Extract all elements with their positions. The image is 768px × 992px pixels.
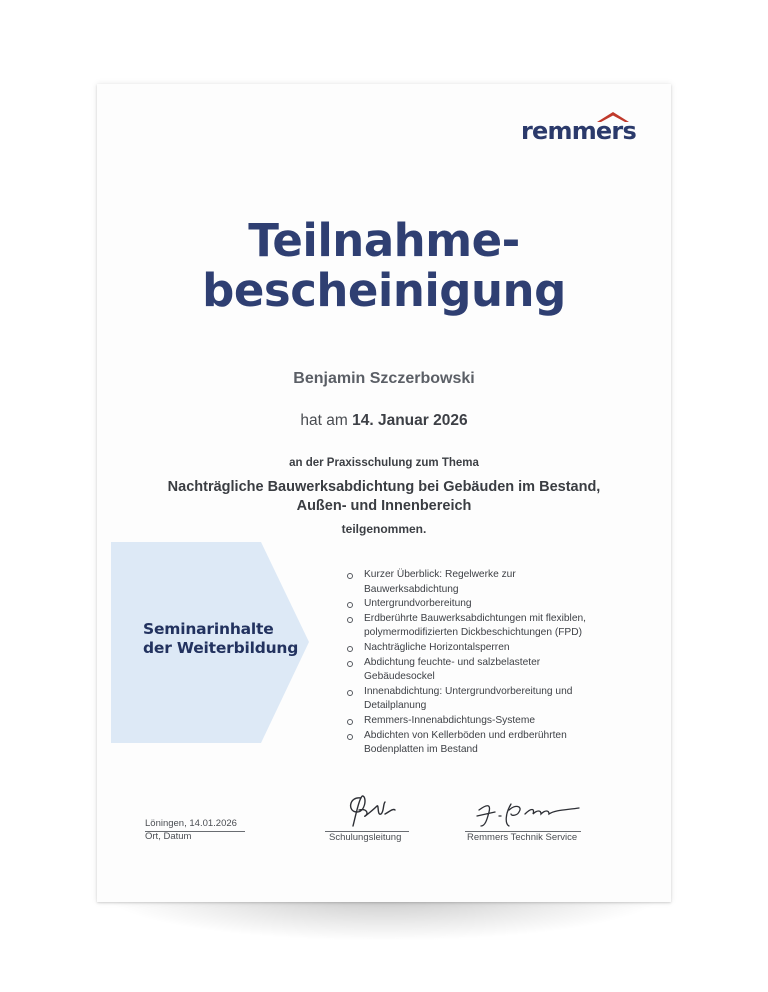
seminar-heading-line-2: der Weiterbildung — [143, 639, 299, 657]
seminar-heading-line-1: Seminarinhalte — [143, 620, 274, 638]
participant-name: Benjamin Szczerbowski — [293, 370, 475, 387]
list-item: Erdberührte Bauwerksabdichtungen mit flexiblen, polymermodifizierten Dickbeschichtungen (FPD) — [347, 612, 627, 641]
place-date-label: Ort, Datum — [145, 831, 192, 842]
seminar-contents-list — [347, 568, 627, 758]
topic-line-2: Außen- und Innenbereich — [296, 498, 472, 514]
topic-line-1: Nachträgliche Bauwerksabdichtung bei Gebäuden im Bestand, — [167, 479, 601, 495]
training-intro: an der Praxisschulung zum Thema — [289, 457, 479, 469]
list-item: Abdichten von Kellerböden und erdberührten Bodenplatten im Bestand — [347, 729, 627, 758]
attendance-date: 14. Januar 2026 — [352, 412, 468, 429]
attendance-date-line — [97, 412, 671, 430]
bullet-icon — [347, 646, 353, 652]
bullet-icon — [347, 617, 353, 623]
signature-label-technical-service: Remmers Technik Service — [467, 832, 578, 843]
remmers-logo — [521, 110, 635, 144]
logo-wordmark: remmers — [521, 117, 636, 145]
seminar-heading — [143, 620, 298, 658]
page-title — [97, 216, 671, 316]
training-topic — [97, 478, 671, 516]
list-item: Untergrundvorbereitung — [347, 597, 627, 612]
bullet-icon — [347, 734, 353, 740]
bullet-icon — [347, 719, 353, 725]
list-item: Innenabdichtung: Untergrundvorbereitung und Detailplanung — [347, 685, 627, 714]
place-date: Löningen, 14.01.2026 — [145, 818, 237, 829]
place-date-block — [145, 814, 257, 844]
bullet-icon — [347, 690, 353, 696]
closing-text: teilgenommen. — [341, 522, 427, 536]
bullet-icon — [347, 602, 353, 608]
certificate-page — [97, 84, 671, 902]
attendance-prefix: hat am — [300, 412, 348, 429]
bullet-icon — [347, 573, 353, 579]
signature-technical-service — [475, 796, 581, 830]
list-item: Remmers-Innenabdichtungs-Systeme — [347, 714, 627, 729]
title-line-1: Teilnahme- — [248, 214, 520, 267]
bullet-icon — [347, 661, 353, 667]
signature-block-technical-service — [465, 792, 587, 848]
list-item: Kurzer Überblick: Regelwerke zur Bauwerksabdichtung — [347, 568, 627, 597]
signature-label-training-lead: Schulungsleitung — [329, 832, 402, 843]
signature-block-training-lead — [325, 792, 415, 848]
list-item: Abdichtung feuchte- und salzbelasteter Gebäudesockel — [347, 656, 627, 685]
signature-training-lead — [339, 792, 399, 830]
title-line-2: bescheinigung — [202, 264, 566, 317]
list-item: Nachträgliche Horizontalsperren — [347, 641, 627, 656]
